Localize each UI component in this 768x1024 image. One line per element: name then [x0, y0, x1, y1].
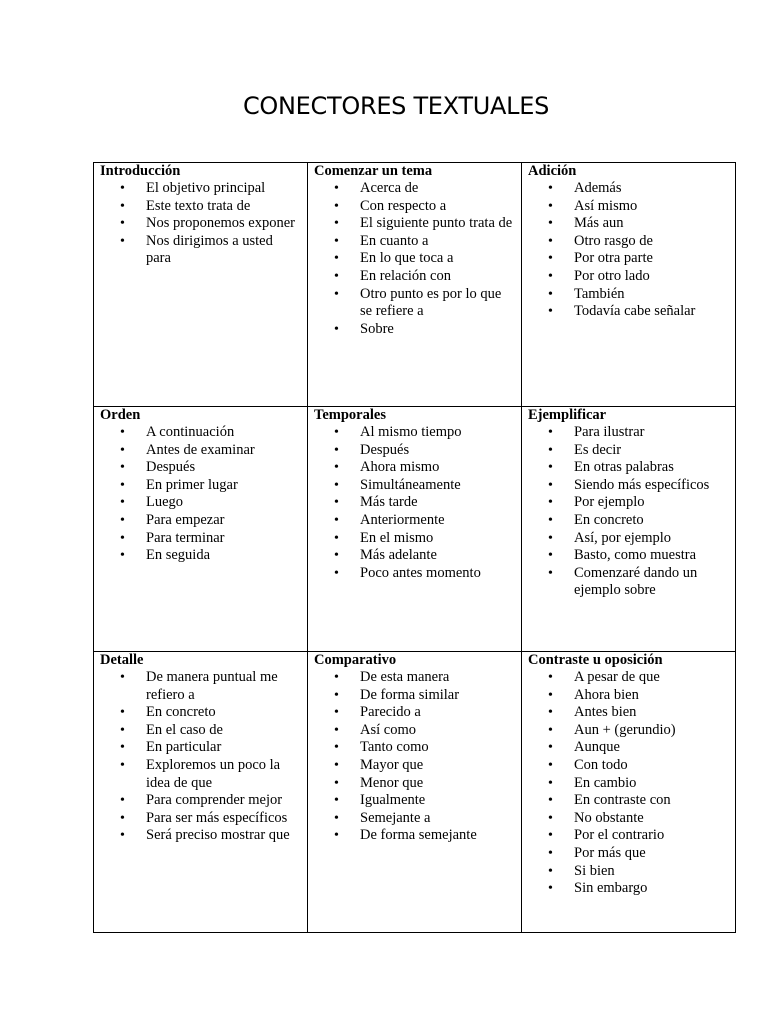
list-item: • Más aun	[574, 215, 729, 233]
list-item: • Para comprender mejor	[146, 792, 301, 810]
table-row	[94, 407, 736, 652]
list-item: • De forma semejante	[360, 827, 515, 845]
connector-list	[100, 669, 301, 845]
list-item: • Luego	[146, 494, 301, 512]
list-item: • Si bien	[574, 863, 729, 881]
list-item: • En lo que toca a	[360, 250, 515, 268]
list-item: • Para empezar	[146, 512, 301, 530]
list-item: • Ahora mismo	[360, 459, 515, 477]
cell-comparativo	[308, 652, 522, 933]
cell-comenzar-un-tema	[308, 163, 522, 407]
list-item: • Por otro lado	[574, 268, 729, 286]
list-item: • Será preciso mostrar que	[146, 827, 301, 845]
list-item: • Semejante a	[360, 810, 515, 828]
list-item: • Aun + (gerundio)	[574, 722, 729, 740]
list-item: • Basto, como muestra	[574, 547, 729, 565]
list-item: • Simultáneamente	[360, 477, 515, 495]
cell-heading: Ejemplificar	[528, 407, 607, 423]
list-item: • Sin embargo	[574, 880, 729, 898]
cell-detalle	[94, 652, 308, 933]
list-item: • En primer lugar	[146, 477, 301, 495]
list-item: • Anteriormente	[360, 512, 515, 530]
list-item: • Mayor que	[360, 757, 515, 775]
cell-heading: Orden	[100, 407, 141, 423]
list-item: • Nos dirigimos a usted para	[146, 233, 301, 268]
list-item: • Más tarde	[360, 494, 515, 512]
connector-list	[314, 669, 515, 845]
list-item: • Por ejemplo	[574, 494, 729, 512]
cell-heading: Comparativo	[314, 652, 397, 668]
connector-list	[100, 424, 301, 565]
list-item: • En el caso de	[146, 722, 301, 740]
list-item: • Ahora bien	[574, 687, 729, 705]
list-item: • En seguida	[146, 547, 301, 565]
list-item: • En particular	[146, 739, 301, 757]
connector-list	[100, 180, 301, 268]
table-row	[94, 652, 736, 933]
list-item: • También	[574, 286, 729, 304]
connector-list	[314, 424, 515, 582]
list-item: • Así, por ejemplo	[574, 530, 729, 548]
cell-orden	[94, 407, 308, 652]
list-item: • Sobre	[360, 321, 515, 339]
list-item: • Así como	[360, 722, 515, 740]
page-title: CONECTORES TEXTUALES	[242, 92, 550, 120]
list-item: • En cambio	[574, 775, 729, 793]
list-item: • Igualmente	[360, 792, 515, 810]
list-item: • En concreto	[574, 512, 729, 530]
connector-list	[528, 669, 729, 898]
list-item: • Acerca de	[360, 180, 515, 198]
connector-list	[528, 424, 729, 600]
list-item: • De manera puntual me refiero a	[146, 669, 301, 704]
cell-heading: Temporales	[314, 407, 386, 423]
list-item: • En contraste con	[574, 792, 729, 810]
list-item: • Tanto como	[360, 739, 515, 757]
list-item: • El objetivo principal	[146, 180, 301, 198]
list-item: • Para terminar	[146, 530, 301, 548]
list-item: • Aunque	[574, 739, 729, 757]
list-item: • En cuanto a	[360, 233, 515, 251]
cell-heading: Contraste u oposición	[528, 652, 663, 668]
list-item: • En otras palabras	[574, 459, 729, 477]
list-item: • Antes bien	[574, 704, 729, 722]
connector-list	[528, 180, 729, 321]
table-row	[94, 163, 736, 407]
list-item: • Otro rasgo de	[574, 233, 729, 251]
list-item: • Exploremos un poco la idea de que	[146, 757, 301, 792]
list-item: • Siendo más específicos	[574, 477, 729, 495]
list-item: • De esta manera	[360, 669, 515, 687]
list-item: • A pesar de que	[574, 669, 729, 687]
cell-heading: Detalle	[100, 652, 144, 668]
list-item: • Con todo	[574, 757, 729, 775]
list-item: • El siguiente punto trata de	[360, 215, 515, 233]
list-item: • En concreto	[146, 704, 301, 722]
list-item: • No obstante	[574, 810, 729, 828]
list-item: • Es decir	[574, 442, 729, 460]
cell-contraste-u-oposicion	[522, 652, 736, 933]
list-item: • Parecido a	[360, 704, 515, 722]
connectors-table	[93, 162, 736, 933]
list-item: • Por más que	[574, 845, 729, 863]
cell-heading: Adición	[528, 163, 577, 179]
list-item: • Para ser más específicos	[146, 810, 301, 828]
list-item: • Todavía cabe señalar	[574, 303, 729, 321]
cell-heading: Introducción	[100, 163, 181, 179]
list-item: • Por otra parte	[574, 250, 729, 268]
list-item: • Otro punto es por lo que se refiere a	[360, 286, 515, 321]
cell-introduccion	[94, 163, 308, 407]
list-item: • Después	[360, 442, 515, 460]
list-item: • Este texto trata de	[146, 198, 301, 216]
list-item: • A continuación	[146, 424, 301, 442]
cell-temporales	[308, 407, 522, 652]
list-item: • Con respecto a	[360, 198, 515, 216]
list-item: • De forma similar	[360, 687, 515, 705]
list-item: • Comenzaré dando un ejemplo sobre	[574, 565, 729, 600]
list-item: • Después	[146, 459, 301, 477]
list-item: • En relación con	[360, 268, 515, 286]
cell-adicion	[522, 163, 736, 407]
list-item: • Por el contrario	[574, 827, 729, 845]
list-item: • Así mismo	[574, 198, 729, 216]
list-item: • Antes de examinar	[146, 442, 301, 460]
list-item: • Nos proponemos exponer	[146, 215, 301, 233]
list-item: • Para ilustrar	[574, 424, 729, 442]
cell-heading: Comenzar un tema	[314, 163, 433, 179]
list-item: • Al mismo tiempo	[360, 424, 515, 442]
list-item: • Más adelante	[360, 547, 515, 565]
list-item: • Además	[574, 180, 729, 198]
cell-ejemplificar	[522, 407, 736, 652]
connector-list	[314, 180, 515, 338]
list-item: • Poco antes momento	[360, 565, 515, 583]
list-item: • Menor que	[360, 775, 515, 793]
list-item: • En el mismo	[360, 530, 515, 548]
